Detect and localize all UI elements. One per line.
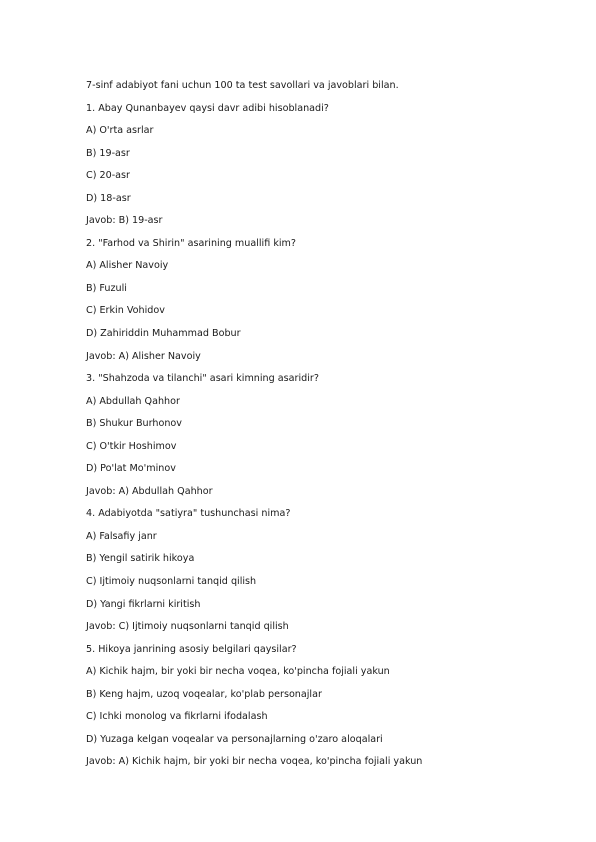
q4-answer: Javob: C) Ijtimoiy nuqsonlarni tanqid qilish — [86, 621, 289, 633]
q2-option-a: A) Alisher Navoiy — [86, 260, 169, 272]
q3-answer: Javob: A) Abdullah Qahhor — [86, 485, 213, 497]
q1-option-a: A) O'rta asrlar — [86, 125, 154, 137]
q5-option-c: C) Ichki monolog va fikrlarni ifodalash — [86, 711, 268, 723]
q3-option-a: A) Abdullah Qahhor — [86, 395, 180, 407]
q2-option-b: B) Fuzuli — [86, 282, 127, 294]
question-4: 4. Adabiyotda "satiyra" tushunchasi nima? — [86, 508, 291, 520]
q2-answer: Javob: A) Alisher Navoiy — [86, 350, 201, 362]
q1-option-c: C) 20-asr — [86, 170, 130, 182]
q4-option-c: C) Ijtimoiy nuqsonlarni tanqid qilish — [86, 576, 257, 588]
q5-answer: Javob: A) Kichik hajm, bir yoki bir necha voqea, ko'pincha fojiali yakun — [86, 756, 423, 768]
q5-option-a: A) Kichik hajm, bir yoki bir necha voqea, ko'pincha fojiali yakun — [86, 666, 390, 678]
question-1: 1. Abay Qunanbayev qaysi davr adibi hisoblanadi? — [86, 102, 329, 114]
q5-option-b: B) Keng hajm, uzoq voqealar, ko'plab personajlar — [86, 688, 322, 700]
q2-option-c: C) Erkin Vohidov — [86, 305, 165, 317]
question-2: 2. "Farhod va Shirin" asarining muallifi kim? — [86, 237, 296, 249]
q4-option-d: D) Yangi fikrlarni kiritish — [86, 598, 201, 610]
q4-option-b: B) Yengil satirik hikoya — [86, 553, 195, 565]
q4-option-a: A) Falsafiy janr — [86, 530, 157, 542]
document-body — [86, 80, 566, 779]
question-5: 5. Hikoya janrining asosiy belgilari qaysilar? — [86, 643, 297, 655]
question-3: 3. "Shahzoda va tilanchi" asari kimning asaridir? — [86, 373, 319, 385]
q1-option-d: D) 18-asr — [86, 192, 131, 204]
document-heading: 7-sinf adabiyot fani uchun 100 ta test savollari va javoblari bilan. — [86, 80, 399, 91]
q3-option-b: B) Shukur Burhonov — [86, 418, 182, 430]
q3-option-d: D) Po'lat Mo'minov — [86, 463, 176, 475]
q1-answer: Javob: B) 19-asr — [86, 215, 163, 227]
q2-option-d: D) Zahiriddin Muhammad Bobur — [86, 328, 241, 340]
q5-option-d: D) Yuzaga kelgan voqealar va personajlarning o'zaro aloqalari — [86, 733, 383, 745]
q3-option-c: C) O'tkir Hoshimov — [86, 440, 177, 452]
q1-option-b: B) 19-asr — [86, 147, 130, 159]
